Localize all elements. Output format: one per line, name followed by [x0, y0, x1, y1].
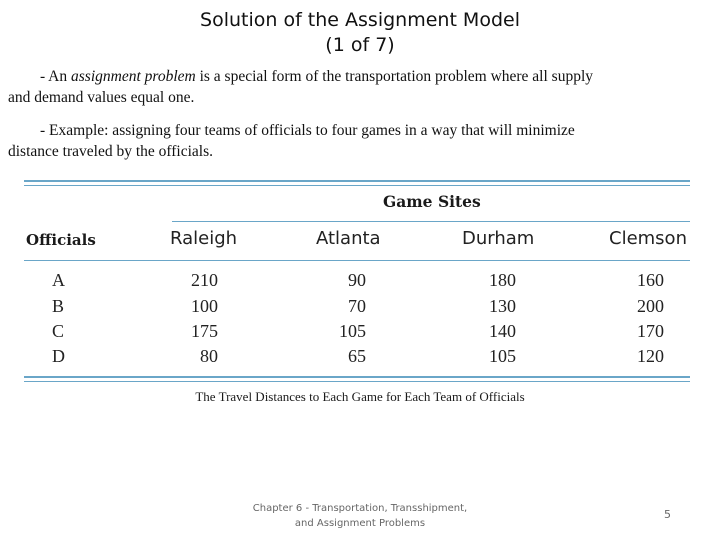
column-header-raleigh: Raleigh: [170, 228, 238, 249]
row-label-b: B: [52, 296, 65, 316]
column-header-durham: Durham: [462, 228, 535, 249]
game-sites-header: Game Sites: [383, 192, 481, 211]
cell-d-clemson: 120: [637, 346, 664, 366]
row-label-d: D: [52, 346, 65, 366]
cell-c-atlanta: 105: [339, 321, 366, 341]
cell-b-clemson: 200: [637, 296, 664, 316]
row-label-c: C: [52, 321, 65, 341]
definition-term: assignment problem: [71, 68, 196, 85]
table-caption: The Travel Distances to Each Game for Each Team of Officials: [195, 389, 525, 404]
column-header-atlanta: Atlanta: [316, 228, 381, 249]
cell-b-durham: 130: [489, 296, 516, 316]
example-line1: - Example: assigning four teams of officials to four games in a way that will minimize: [40, 122, 575, 139]
slide-footer: [240, 501, 480, 531]
row-label-a: A: [52, 270, 65, 290]
slide-title-line1: Solution of the Assignment Model: [200, 9, 520, 31]
cell-a-raleigh: 210: [191, 270, 218, 290]
definition-line2: and demand values equal one.: [8, 89, 195, 106]
cell-d-durham: 105: [489, 346, 516, 366]
cell-d-raleigh: 80: [200, 346, 218, 366]
cell-c-raleigh: 175: [191, 321, 218, 341]
officials-header: Officials: [26, 231, 96, 249]
footer-line1: Chapter 6 - Transportation, Transshipment,: [252, 503, 468, 514]
column-header-rule: [24, 260, 690, 261]
group-header-rule: [172, 221, 690, 222]
example-paragraph: [8, 120, 698, 162]
slide-title: [0, 8, 720, 58]
definition-paragraph: [8, 66, 698, 108]
definition-rest: is a special form of the transportation problem where all supply: [195, 68, 594, 85]
cell-c-clemson: 170: [637, 321, 664, 341]
cell-c-durham: 140: [489, 321, 516, 341]
page-number: 5: [664, 508, 671, 521]
cell-d-atlanta: 65: [348, 346, 366, 366]
cell-a-durham: 180: [489, 270, 516, 290]
table-top-rule: [24, 180, 690, 186]
definition-lead: - An: [40, 68, 71, 85]
cell-b-atlanta: 70: [348, 296, 366, 316]
footer-line2: and Assignment Problems: [294, 518, 426, 529]
example-line2: distance traveled by the officials.: [8, 143, 214, 160]
cell-a-atlanta: 90: [348, 270, 366, 290]
column-header-clemson: Clemson: [609, 228, 687, 249]
cell-a-clemson: 160: [637, 270, 664, 290]
table-bottom-rule: [24, 376, 690, 382]
cell-b-raleigh: 100: [191, 296, 218, 316]
slide-title-line2: (1 of 7): [325, 34, 395, 56]
